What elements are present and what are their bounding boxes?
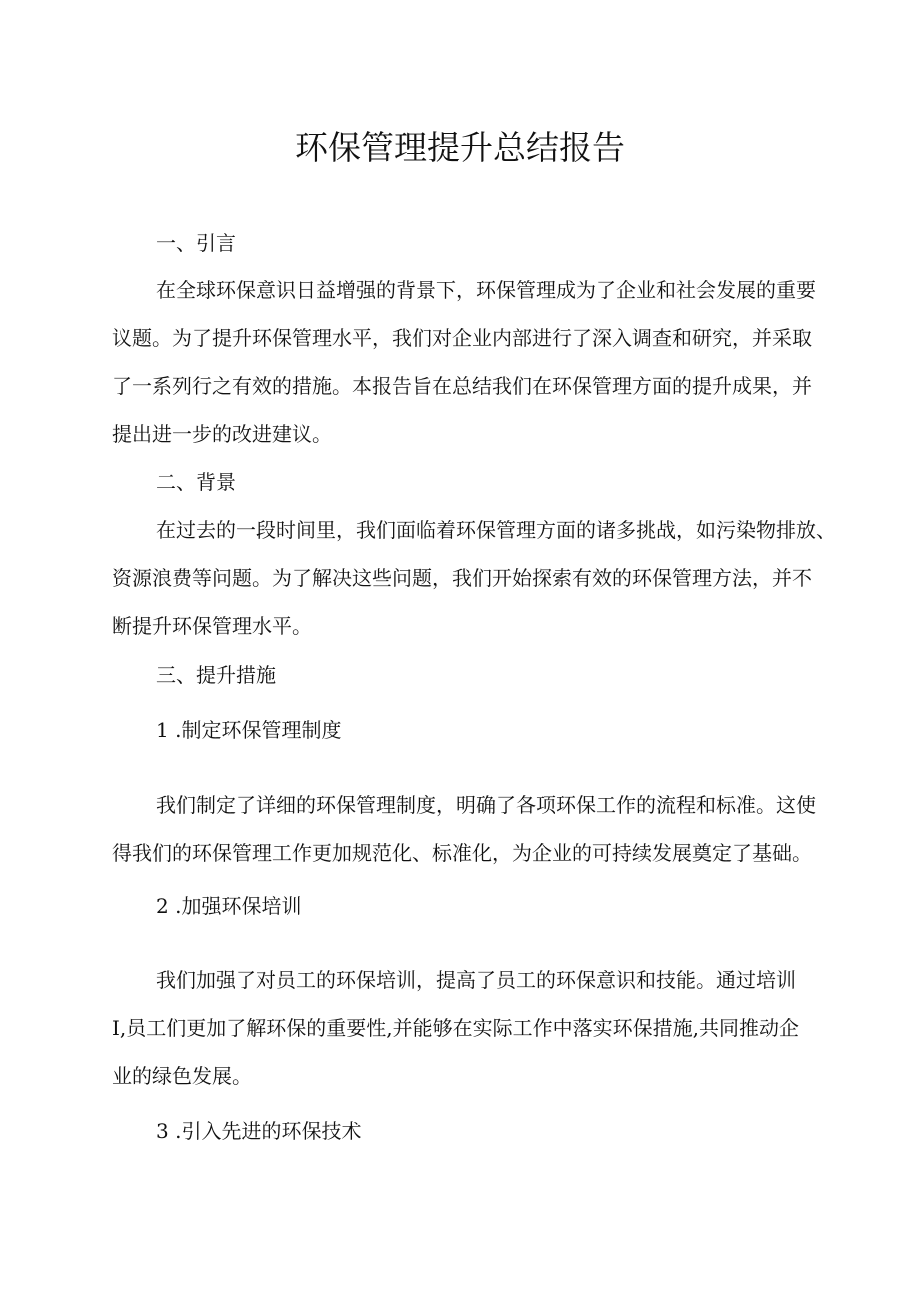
- intro-paragraph-line: 在全球环保意识日益增强的背景下，环保管理成为了企业和社会发展的重要: [156, 278, 816, 302]
- measure-item-2-line: 业的绿色发展。: [112, 1064, 252, 1088]
- measure-item-3-title: 3 .引入先进的环保技术: [156, 1119, 362, 1143]
- background-paragraph-line: 资源浪费等问题。为了解决这些问题，我们开始探索有效的环保管理方法，并不: [112, 566, 812, 590]
- measure-item-1-line: 得我们的环保管理工作更加规范化、标准化，为企业的可持续发展奠定了基础。: [112, 841, 812, 865]
- intro-paragraph-line: 提出进一步的改进建议。: [112, 422, 332, 446]
- background-paragraph-line: 在过去的一段时间里，我们面临着环保管理方面的诸多挑战，如污染物排放、: [156, 518, 836, 542]
- intro-paragraph-line: 了一系列行之有效的措施。本报告旨在总结我们在环保管理方面的提升成果，并: [112, 374, 812, 398]
- background-paragraph-line: 断提升环保管理水平。: [112, 614, 312, 638]
- measure-item-2-line: I,员工们更加了解环保的重要性,并能够在实际工作中落实环保措施,共同推动企: [112, 1016, 799, 1040]
- measure-item-1-title: 1 .制定环保管理制度: [156, 718, 342, 742]
- measure-item-1-line: 我们制定了详细的环保管理制度，明确了各项环保工作的流程和标准。这使: [156, 793, 816, 817]
- measure-item-2-line: 我们加强了对员工的环保培训，提高了员工的环保意识和技能。通过培训: [156, 968, 796, 992]
- intro-paragraph-line: 议题。为了提升环保管理水平，我们对企业内部进行了深入调查和研究，并采取: [112, 326, 812, 350]
- document-title: 环保管理提升总结报告: [295, 128, 625, 167]
- section-heading-background: 二、背景: [156, 470, 236, 494]
- section-heading-measures: 三、提升措施: [156, 663, 276, 687]
- measure-item-2-title: 2 .加强环保培训: [156, 894, 302, 918]
- section-heading-intro: 一、引言: [156, 231, 236, 255]
